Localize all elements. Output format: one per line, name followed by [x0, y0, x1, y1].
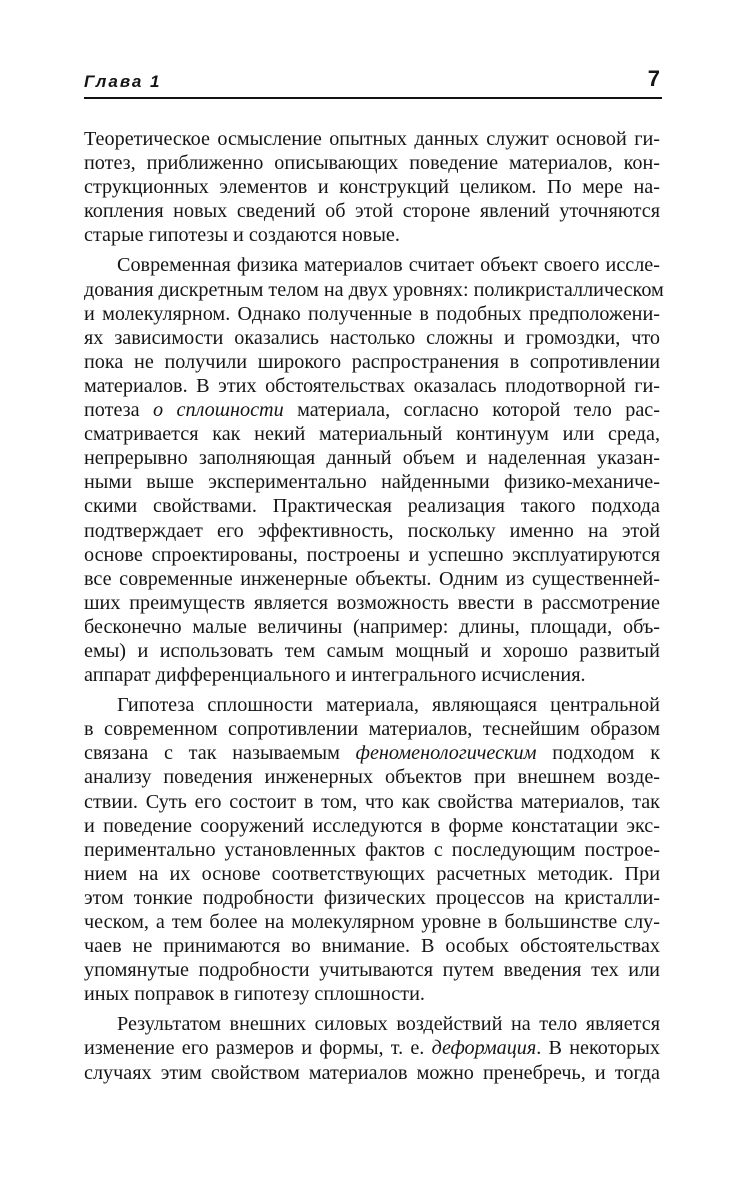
- text-line: копления новых сведений об этой стороне явлений уточняются: [84, 200, 660, 223]
- running-header: [84, 68, 660, 94]
- text-line: анализу поведения инженерных объектов при внешнем возде-: [84, 766, 660, 789]
- text-line: ях зависимости оказались настолько сложны и громоздки, что: [84, 326, 660, 349]
- text-run: связана с так называемым: [84, 742, 356, 765]
- emphasis: деформация: [431, 1037, 537, 1060]
- text-line: ными выше экспериментально найденными физико-механиче-: [84, 471, 660, 494]
- emphasis: о сплошности: [153, 399, 284, 422]
- text-line: Теоретическое осмысление опытных данных служит основой ги-: [84, 128, 660, 150]
- text-line: и молекулярном. Однако полученные в подобных предположени-: [84, 302, 660, 325]
- text-line: материалов. В этих обстоятельствах оказалась плодотворной ги-: [84, 374, 660, 397]
- text-line: все современные инженерные объекты. Одним из существенней-: [84, 567, 660, 590]
- text-line: емы) и использовать тем самым мощный и хорошо развитый: [84, 639, 660, 662]
- text-line: скими свойствами. Практическая реализация такого подхода: [84, 495, 660, 518]
- text-run: подходом к: [536, 742, 660, 765]
- text-run: . В некоторых: [536, 1037, 661, 1060]
- body-text: [84, 127, 664, 1085]
- text-run: изменение его размеров и формы, т. е.: [84, 1037, 432, 1060]
- text-run: потеза: [84, 399, 154, 422]
- text-line: [84, 398, 660, 422]
- text-line: [84, 1036, 660, 1060]
- text-line: ческом, а тем более на молекулярном уровне в большинстве слу-: [84, 911, 660, 933]
- text-line: потез, приближенно описывающих поведение материалов, кон-: [84, 152, 660, 175]
- text-line: пока не получили широкого распространения в сопротивлении: [84, 350, 660, 373]
- chapter-title: Глава 1: [84, 72, 162, 91]
- text-line: Гипотеза сплошности материала, являющаяся центральной: [117, 694, 660, 717]
- text-line: ствии. Суть его состоит в том, что как свойства материалов, так: [84, 790, 660, 813]
- text-line: основе спроектированы, построены и успешно эксплуатируются: [84, 543, 660, 566]
- text-line: иных поправок в гипотезу сплошности.: [84, 983, 425, 1006]
- text-line: этом тонкие подробности физических процессов на кристалли-: [84, 886, 660, 909]
- text-line: бесконечно малые величины (например: длины, площади, объ-: [84, 615, 660, 638]
- text-line: нием на их основе соответствующих расчетных методик. При: [84, 862, 660, 885]
- text-line: периментально установленных фактов с последующим построе-: [84, 838, 660, 861]
- text-line: ших преимуществ является возможность ввести в рассмотрение: [84, 591, 660, 614]
- text-line: и поведение сооружений исследуются в форме констатации экс-: [84, 814, 660, 837]
- text-line: случаях этим свойством материалов можно пренебречь, и тогда: [84, 1061, 660, 1084]
- text-line: Результатом внешних силовых воздействий на тело является: [117, 1013, 660, 1036]
- text-line: упомянутые подробности учитываются путем введения тех или: [84, 959, 660, 982]
- text-line: Современная физика материалов считает объект своего иссле-: [117, 254, 660, 277]
- header-rule: [84, 97, 662, 99]
- text-line: сматривается как некий материальный континуум или среда,: [84, 423, 660, 446]
- text-line: аппарат дифференциального и интегрального исчисления.: [84, 664, 586, 687]
- text-line: чаев не принимаются во внимание. В особых обстоятельствах: [84, 935, 660, 958]
- text-line: [84, 741, 660, 765]
- text-line: старые гипотезы и создаются новые.: [84, 224, 400, 247]
- text-line: дования дискретным телом на двух уровнях: поликристаллическом: [84, 278, 664, 301]
- text-line: струкционных элементов и конструкций целиком. По мере на-: [84, 176, 660, 199]
- text-line: непрерывно заполняющая данный объем и наделенная указан-: [84, 447, 660, 470]
- emphasis: феноменологическим: [355, 742, 537, 765]
- page-number: 7: [647, 66, 660, 91]
- text-run: материала, согласно которой тело рас-: [283, 399, 660, 422]
- text-line: в современном сопротивлении материалов, теснейшим образом: [84, 718, 660, 741]
- text-line: подтверждает его эффективность, поскольку именно на этой: [84, 519, 660, 542]
